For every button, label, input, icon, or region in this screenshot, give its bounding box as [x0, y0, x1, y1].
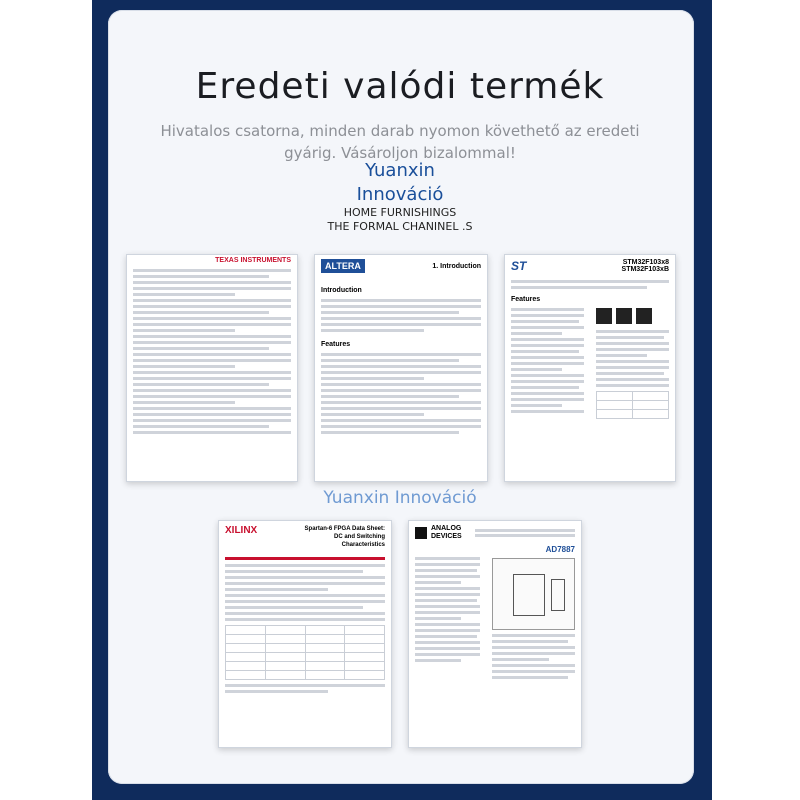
st-section-features: Features — [511, 296, 541, 303]
block-diagram — [492, 558, 575, 630]
ti-logo: TEXAS INSTRUMENTS — [215, 257, 291, 264]
brand-name-line2: Innováció — [356, 184, 444, 205]
adi-part-number: AD7887 — [545, 545, 575, 554]
datasheet-xilinx — [218, 520, 392, 748]
page-subtitle: Hivatalos csatorna, minden darab nyomon követhető az eredeti gyárig. Vásároljon bizalommal! — [160, 122, 640, 162]
datasheet-texas-instruments — [126, 254, 298, 482]
adi-logo-mark — [415, 527, 427, 539]
altera-section-features: Features — [321, 341, 351, 348]
datasheet-st — [504, 254, 676, 482]
datasheet-analog-devices — [408, 520, 582, 748]
datasheet-altera — [314, 254, 488, 482]
altera-logo: ALTERA — [321, 259, 365, 273]
xilinx-title: Spartan-6 FPGA Data Sheet: DC and Switching Characteristics — [304, 526, 385, 548]
st-logo: ST — [511, 259, 527, 273]
adi-logo: ANALOG DEVICES — [431, 525, 462, 540]
page-title: Eredeti valódi termék — [195, 66, 605, 107]
altera-heading: 1. Introduction — [432, 262, 481, 270]
brand-name-line1: Yuanxin — [365, 160, 435, 181]
altera-section-intro: Introduction — [321, 287, 362, 294]
xilinx-logo: XILINX — [225, 525, 258, 536]
st-title2: STM32F103xB — [621, 266, 669, 273]
watermark-text: Yuanxin Innováció — [323, 488, 477, 508]
tagline-line2: THE FORMAL CHANINEL .S — [327, 220, 473, 233]
tagline-line1: HOME FURNISHINGS — [343, 206, 457, 219]
st-title1: STM32F103x8 — [622, 259, 669, 266]
